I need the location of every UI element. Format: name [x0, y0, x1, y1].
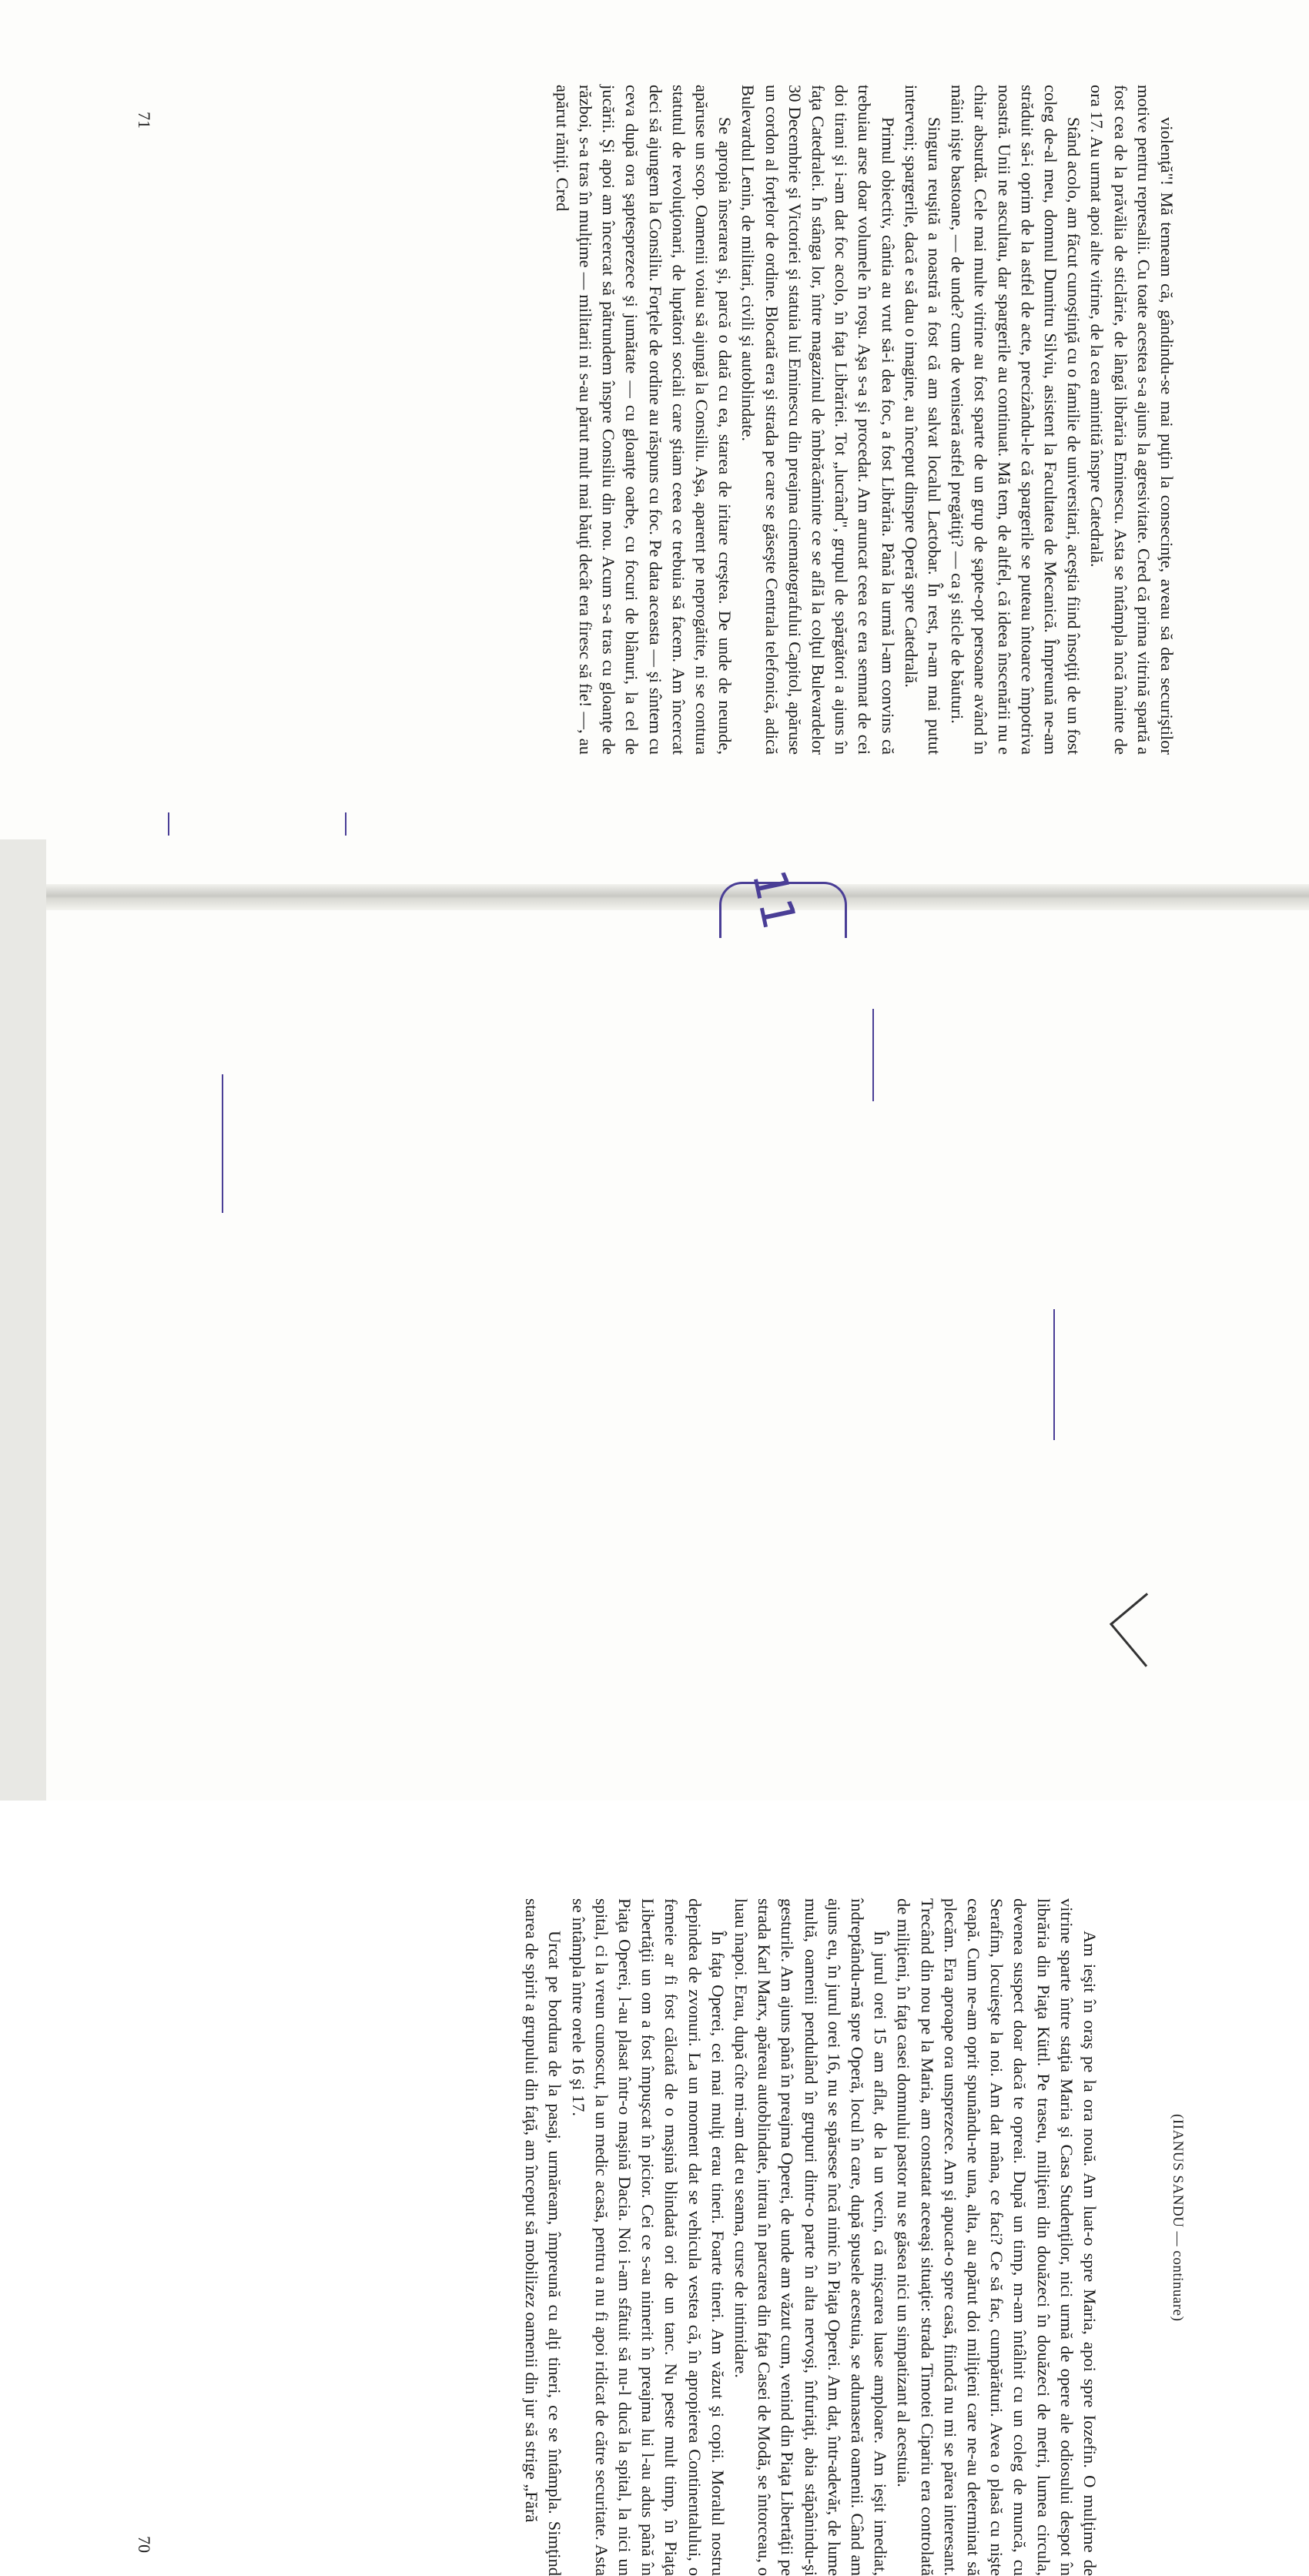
- paragraph: Primul obiectiv, cântia au vrut să-i dea foc, a fost Librăria. Până la urmă l-am convins că trebuiau arse doar volumele în roşu. Aşa s-a şi procedat. Am aruncat ceea ce era semnat de cei doi tirani şi i-am dat foc acolo, în faţa Librăriei. Tot „lucrând", grupul de spărgători a ajuns în faţa Catedralei. În stânga lor, între magazinul de îmbrăcăminte ce se află la colţul Bulevardelor 30 Decembrie şi Victoriei şi statuia lui Eminescu din preajma cinematografului Capitol, apăruse un cordon al forţelor de ordine. Blocată era şi strada pe care se găseşte Centrala telefonică, adică Bulevardul Lenin, de militari, civili şi autoblindate.: [738, 85, 898, 755]
- paragraph: Se apropia înserarea şi, parcă o dată cu ea, starea de iritare creştea. De unde de neunde, apăruse un scop. Oamenii voiau să ajungă la Consiliu. Aşa, aparent pe neprogătite, ni se contura statutul de revoluţionari, de luptători sociali care ştiam ceea ce trebuia să facem. Am încercat deci să ajungem la Consiliu. Forţele de ordine au răspuns cu foc. Pe data aceasta — şi sîntem cu ceva după ora şaptesprezece şi jumătate — cu gloanţe oarbe, cu focuri de blânuri, la cel de jucării. Şi apoi am încercat să pătrundem înspre Consiliu din nou. Acum s-a tras cu gloanţe de război, s-a tras în mulţime — militarii ni s-au părut mult mai băuţi decât era firesc să fie! —, au apărut răniţi. Cred: [552, 85, 735, 755]
- paragraph: violenţă"! Mă temeam că, gândindu-se mai puţin la consecinţe, aveau să dea securiştilor motive pentru represalii. Cu toate acestea s-a ajuns la agresivitate. Cred că prima vitrină spartă a fost cea de la prăvălia de sticlărie, de lângă librăria Eminescu. Asta se întâmpla încă înainte de ora 17. Au urmat apoi alte vitrine, de la cea amintită înspre Catedrală.: [1087, 85, 1177, 755]
- pen-dash: [168, 812, 169, 836]
- page-70-text: [520, 1898, 1101, 2576]
- pen-underline: [222, 1074, 223, 1213]
- book-gutter: [0, 884, 1309, 910]
- running-head: (IIANUS SANDU — continuare): [1170, 2114, 1186, 2322]
- paragraph: În faţa Operei, cei mai mulţi erau tineri. Foarte tineri. Am văzut şi copii. Moralul nostru depindea de zvonuri. La un moment dat se vehicula vestea că, în apropierea Continentalului, o femeie ar fi fost călcată de o maşină blindată ori de un tanc. Nu peste mult timp, în Piaţa Libertăţii un om a fost împuşcat în picior. Cei ce s-au nimerit în preajma lui l-au adus până în Piaţa Operei, l-au plasat într-o maşină Dacia. Noi i-am sfătuit să nu-l ducă la spital, la nici un spital, ci la vreun cunoscut, la un medic acasă, pentru a nu fi apoi ridicat de către securitate. Asta se întâmpla între orele 16 şi 17.: [568, 1898, 728, 2576]
- page-71-text: [551, 85, 1178, 755]
- page-70: [0, 897, 1309, 2576]
- pen-underline: [872, 1009, 874, 1101]
- scan-edge: [0, 839, 46, 1801]
- pen-dash: [345, 812, 346, 836]
- paragraph: Am ieşit în oraş pe la ora nouă. Am luat-o spre Maria, apoi spre Iozefin. O mulţime de vitrine sparte între staţia Maria şi Casa Studenţilor, nici urmă de opere ale odiosului despot în librăria din Piaţa Küttl. Pe traseu, miliţieni din douăzeci în douăzeci de metri, lumea circula, devenea suspect doar dacă te opreai. După un timp, m-am întâlnit cu un coleg de muncă, cu Serafim, locuieşte la noi. Am dat mâna, ce faci? Ce să fac, cumpărături. Avea o plasă cu nişte ceapă. Cum ne-am oprit spunându-ne una, alta, au apărut doi miliţieni care ne-au determinat să plecăm. Era aproape ora unsprezece. Am şi apucat-o spre casă, fiindcă nu mi se părea interesant. Trecând din nou pe la Maria, am constatat aceeaşi situaţie: strada Timotei Cipariu era controlată de miliţieni, în faţa casei domnului pastor nu se găsea nici un simpatizant al acestuia.: [894, 1898, 1100, 2576]
- paragraph: Urcat pe bordura de la pasaj, urmăream, împreună cu alţi tineri, ce se întâmpla. Simţind starea de spirit a grupului din faţă, am început să mobilizez oamenii din jur să strige „Fără: [522, 1898, 565, 2576]
- page-number: 70: [135, 2536, 154, 2553]
- page-number: 71: [135, 112, 154, 129]
- paragraph: Singura reuşită a noastră a fost că am salvat localul Lactobar. În rest, n-am mai putut interveni; spargerile, dacă e să dau o imagine, au început dinspre Operă spre Catedrală.: [901, 85, 944, 755]
- pen-underline: [1053, 1309, 1055, 1440]
- handwritten-margin-number: 11: [741, 865, 807, 934]
- page-71: [0, 0, 1309, 897]
- paragraph: În jurul orei 15 am aflat, de la un vecin, că mişcarea luase amploare. Am ieşit imediat, îndreptându-mă spre Operă, locul în care, după spusele acestuia, se adunaseră oamenii. Când am ajuns eu, în jurul orei 16, nu se spărsese încă nimic în Piaţa Operei. Am dat, într-adevăr, de lume multă, oamenii pendulând în grupuri dintr-o parte în alta nervoşi, înfuriaţi, abia stăpânindu-şi gesturile. Am ajuns până în preajma Operei, de unde am văzut cum, venind din Piaţa Libertăţii pe strada Karl Marx, apăreau autoblindate, intrau în parcarea din faţa Casei de Modă, se întorceau, o luau înapoi. Erau, după cîte mi-am dat eu seama, curse de intimidare.: [731, 1898, 891, 2576]
- paragraph: Stând acolo, am făcut cunoştinţă cu o familie de universitari, aceştia fiind însoţiţi de un fost coleg de-al meu, domnul Dumitru Silviu, asistent la Facultatea de Mecanică. Împreună ne-am străduit să-i oprim de la astfel de acte, precizându-le că spargerile se puteau întoarce împotriva noastră. Unii ne ascultau, dar spargerile au continuat. Mă tem, de altfel, că ideea înscenării nu e chiar absurdă. Cele mai multe vitrine au fost sparte de un grup de şapte-opt persoane având în mâini nişte bastoane, — de unde? cum de veniseră astfel pregătiţi? — ca şi sticle de băuturi.: [948, 85, 1084, 755]
